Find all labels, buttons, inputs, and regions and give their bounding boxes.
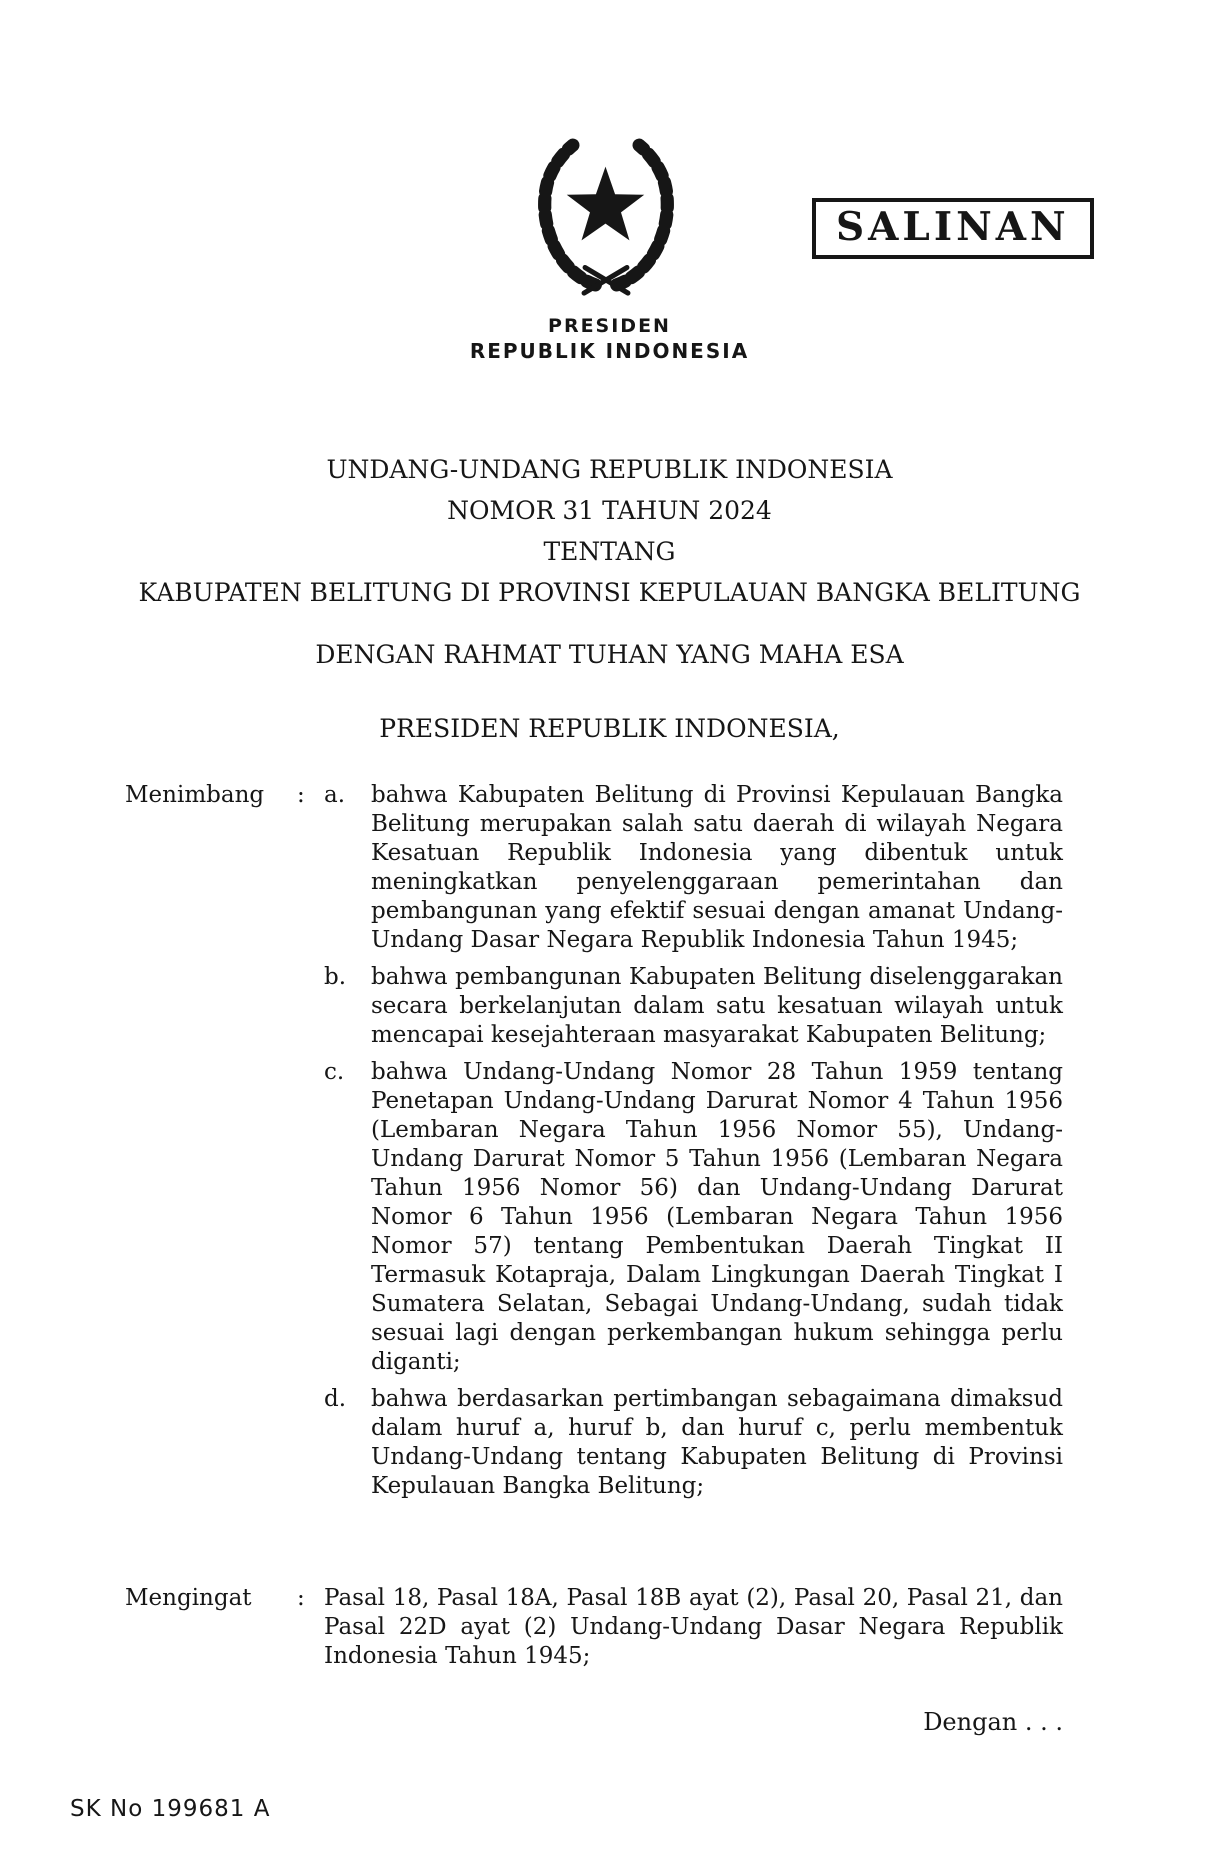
considering-colon: :: [297, 782, 305, 808]
document-number: SK No 199681 A: [70, 1796, 271, 1822]
title-line-3: TENTANG: [543, 537, 676, 566]
national-emblem-icon: [528, 122, 684, 306]
recalling-text: Pasal 18, Pasal 18A, Pasal 18B ayat (2), Pasal 20, Pasal 21, dan Pasal 22D ayat (2) Undang-Undang Dasar Negara Republik Indonesia Tahun 1945;: [324, 1585, 1063, 1669]
item-text: bahwa Kabupaten Belitung di Provinsi Kepulauan Bangka Belitung merupakan salah satu daerah di wilayah Negara Kesatuan Republik Indonesia yang dibentuk untuk meningkatkan penyelenggaraan pemerintahan dan pembangunan yang efektif sesuai dengan amanat Undang-Undang Dasar Negara Republik Indonesia Tahun 1945;: [371, 782, 1063, 953]
recalling-label: Mengingat: [125, 1585, 252, 1611]
letterhead: [0, 314, 1219, 364]
salinan-stamp: [812, 198, 1094, 259]
letterhead-line1: PRESIDEN: [548, 315, 671, 337]
considering-item-d: [324, 1385, 1063, 1501]
considering-item-c: [324, 1058, 1063, 1377]
recalling-body: [324, 1584, 1063, 1671]
considering-item-b: [324, 963, 1063, 1050]
item-marker: c.: [324, 1059, 345, 1085]
item-text: bahwa Undang-Undang Nomor 28 Tahun 1959 tentang Penetapan Undang-Undang Darurat Nomor 4 Tahun 1956 (Lembaran Negara Tahun 1956 Nomor 55), Undang-Undang Darurat Nomor 5 Tahun 1956 (Lembaran Negara Tahun 1956 Nomor 56) dan Undang-Undang Darurat Nomor 6 Tahun 1956 (Lembaran Negara Tahun 1956 Nomor 57) tentang Pembentukan Daerah Tingkat II Termasuk Kotapraja, Dalam Lingkungan Daerah Tingkat I Sumatera Selatan, Sebagai Undang-Undang, sudah tidak sesuai lagi dengan perkembangan hukum sehingga perlu diganti;: [371, 1059, 1063, 1375]
considering-items: [324, 781, 1063, 1501]
item-marker: d.: [324, 1386, 347, 1412]
enacting-authority-line: PRESIDEN REPUBLIK INDONESIA,: [379, 714, 840, 743]
star-icon: [567, 167, 644, 241]
recalling-colon: :: [297, 1585, 305, 1611]
item-text: bahwa berdasarkan pertimbangan sebagaimana dimaksud dalam huruf a, huruf b, dan huruf c, perlu membentuk Undang-Undang tentang Kabupaten Belitung di Provinsi Kepulauan Bangka Belitung;: [371, 1386, 1063, 1499]
title-line-2: NOMOR 31 TAHUN 2024: [447, 496, 772, 525]
document-title: [0, 449, 1219, 613]
item-text: bahwa pembangunan Kabupaten Belitung diselenggarakan secara berkelanjutan dalam satu kesatuan wilayah untuk mencapai kesejahteraan masyarakat Kabupaten Belitung;: [371, 964, 1063, 1048]
invocation-line: DENGAN RAHMAT TUHAN YANG MAHA ESA: [315, 640, 904, 669]
considering-label: Menimbang: [125, 782, 265, 808]
item-marker: b.: [324, 964, 347, 990]
title-line-4: KABUPATEN BELITUNG DI PROVINSI KEPULAUAN BANGKA BELITUNG: [138, 578, 1081, 607]
considering-clause: [125, 781, 1063, 1501]
considering-item-a: [324, 781, 1063, 955]
salinan-stamp-label: SALINAN: [836, 204, 1070, 250]
title-line-1: UNDANG-UNDANG REPUBLIK INDONESIA: [326, 455, 893, 484]
catchword: Dengan . . .: [923, 1708, 1063, 1736]
item-marker: a.: [324, 782, 346, 808]
recalling-clause: [125, 1584, 1063, 1671]
letterhead-line2: REPUBLIK INDONESIA: [469, 339, 750, 363]
